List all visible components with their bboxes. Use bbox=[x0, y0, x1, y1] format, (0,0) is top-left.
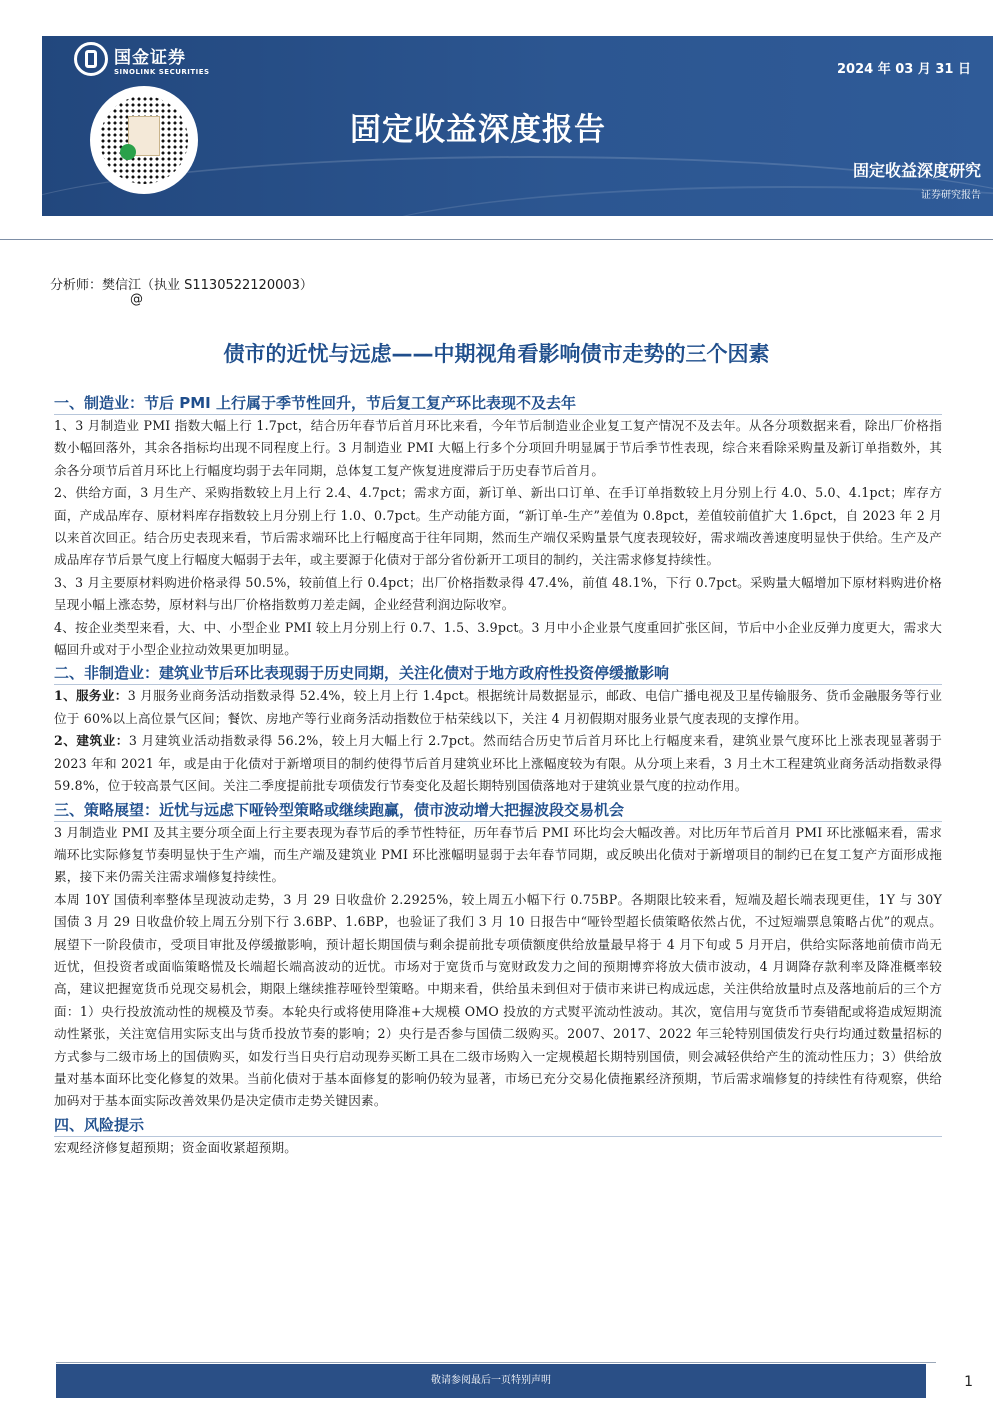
report-category-title: 固定收益深度报告 bbox=[350, 112, 606, 148]
report-series: 固定收益深度研究 bbox=[852, 161, 981, 180]
logo-name-cn: 国金证券 bbox=[114, 47, 186, 68]
page-number: 1 bbox=[964, 1374, 973, 1390]
section-heading: 一、制造业：节后 PMI 上行属于季节性回升，节后复工复产环比表现不及去年 bbox=[54, 391, 942, 415]
header-divider bbox=[0, 239, 993, 240]
paragraph: 宏观经济修复超预期；资金面收紧超预期。 bbox=[54, 1139, 298, 1155]
paragraph: 2、供给方面，3 月生产、采购指数较上月上行 2.4、4.7pct；需求方面，新订单、新出口订单、在手订单指数较上月分别上行 4.0、5.0、4.1pct；库存方面，产成品库存、原材料库存指数较上月分别上行 1.0、0.7pct。生产动能方面，“新订单-生产”差值为 0.8pct，差值较前值扩大 1.6pct，自 2023 年 2 月以来首次回正。结合历史表现来看，节后需求端环比上行幅度高于往年同期，然而生产端仅采购量景气度表现较好，需求端改善速度明显快于供给。生产及产成品库存节后景气度上行幅度大幅弱于去年，或主要源于化债对于部分省份新开工项目的制约，关注需求修复持续性。 bbox=[54, 485, 942, 568]
footer-notice: 敬请参阅最后一页特别声明 bbox=[56, 1364, 926, 1398]
logo-mark-icon bbox=[74, 42, 108, 76]
paragraph-lead: 2、建筑业： bbox=[54, 733, 129, 749]
footer-divider bbox=[56, 1362, 936, 1363]
paragraph: 3 月制造业 PMI 及其主要分项全面上行主要表现为春节后的季节性特征，历年春节后 PMI 环比均会大幅改善。对比历年节后首月 PMI 环比涨幅来看，需求端环比实际修复节奏明显快于生产端，而生产端及建筑业 PMI 环比涨幅明显弱于去年春节同期，或反映出化债对于新增项目的制约已在复工复产方面形成拖累，接下来仍需关注需求端修复持续性。 bbox=[54, 824, 942, 885]
paragraph: 3、3 月主要原材料购进价格录得 50.5%，较前值上行 0.4pct；出厂价格指数录得 47.4%，前值 48.1%，下行 0.7pct。采购量大幅增加下原材料购进价格呈现小幅上涨态势，原材料与出厂价格指数剪刀差走阔，企业经营利润边际收窄。 bbox=[54, 574, 942, 613]
report-body bbox=[54, 391, 942, 1159]
paragraph: 1、3 月制造业 PMI 指数大幅上行 1.7pct，结合历年春节后首月环比来看，今年节后制造业企业复工复产情况不及去年。从各分项数据来看，除出厂价格指数小幅回落外，其余各指标均出现不同程度上行。3 月制造业 PMI 大幅上行多个分项回升明显属于节后季节性表现，综合来看除采购量及新订单指数外，其余各分项节后首月环比上行幅度均弱于去年同期，总体复工复产恢复进度滞后于历史春节后首月。 bbox=[54, 418, 942, 478]
paragraph-text: 3 月服务业商务活动指数录得 52.4%，较上月上行 1.4pct。根据统计局数据显示，邮政、电信广播电视及卫星传输服务、货币金融服务等行业位于 60%以上高位景气区间；餐饮、房地产等行业商务活动指数位于枯荣线以下，关注 4 月初假期对服务业景气度表现的支撑作用。 bbox=[54, 688, 942, 726]
section-heading: 三、策略展望：近忧与远虑下哑铃型策略或继续跑赢，债市波动增大把握波段交易机会 bbox=[54, 798, 942, 822]
paragraph bbox=[54, 730, 942, 797]
logo-name-en: SINOLINK SECURITIES bbox=[114, 67, 210, 76]
analyst-email: @ bbox=[130, 292, 143, 307]
paragraph: 4、按企业类型来看，大、中、小型企业 PMI 较上月分别上行 0.7、1.5、3.9pct。3 月中小企业景气度重回扩张区间，节后中小企业反弹力度更大，需求大幅回升或对于小型企业拉动效果更加明显。 bbox=[54, 619, 942, 658]
paragraph-lead: 1、服务业： bbox=[54, 688, 128, 704]
document-title: 债市的近忧与远虑——中期视角看影响债市走势的三个因素 bbox=[223, 342, 770, 366]
section-heading: 四、风险提示 bbox=[54, 1113, 942, 1137]
paragraph-text: 3 月建筑业活动指数录得 56.2%，较上月大幅上行 2.7pct。然而结合历史节后首月环比上行幅度来看，建筑业景气度环比上涨表现显著弱于 2023 年和 2021 年，或是由于化债对于新增项目的制约使得节后首月建筑业环比上涨幅度较为有限。从分项上来看，3 月土木工程建筑业商务活动指数录得 59.8%，位于较高景气区间。关注二季度提前批专项债发行节奏变化及超长期特别国债落地对于建筑业景气度的拉动作用。 bbox=[54, 733, 942, 794]
section-heading: 二、非制造业：建筑业节后环比表现弱于历史同期，关注化债对于地方政府性投资停缓撤影响 bbox=[54, 661, 942, 685]
report-type: 证券研究报告 bbox=[921, 190, 981, 201]
analyst-info: 分析师：樊信江（执业 S1130522120003） bbox=[50, 278, 313, 293]
report-header bbox=[42, 36, 993, 216]
paragraph: 本周 10Y 国债利率整体呈现波动走势，3 月 29 日收盘价 2.2925%，较上周五小幅下行 0.75BP。各期限比较来看，短端及超长端表现更佳，1Y 与 30Y 国债 3 月 29 日收盘价较上周五分别下行 3.6BP、1.6BP，也验证了我们 3 月 10 日报告中“哑铃型超长债策略依然占优，不过短端票息策略占优”的观点。展望下一阶段债市，受项目审批及停缓撤影响，预计超长期国债与剩余提前批专项债额度供给放量最早将于 4 月下旬或 5 月开启，供给实际落地前债市尚无近忧，但投资者或面临策略慌及长端超长端高波动的近忧。市场对于宽货币与宽财政发力之间的预期博弈将放大债市波动，4 月调降存款利率及降准概率较高，建议把握宽货币兑现交易机会，期限上继续推荐哑铃型策略。中期来看，供给虽未到但对于债市来讲已构成远虑，关注供给放量时点及落地前后的三个方面：1）央行投放流动性的规模及节奏。本轮央行或将使用降准+大规模 OMO 投放的方式熨平流动性波动。其次，宽信用与宽货币节奏错配或将造成短期流动性紧张，关注宽信用实际支出与货币投放节奏的影响；2）央行是否参与国债二级购买。2007、2017、2022 年三轮特别国债发行央行均通过数量招标的方式参与二级市场上的国债购买，如发行当日央行启动现券买断工具在二级市场购入一定规模超长期特别国债，则会减轻供给产生的流动性压力；3）供给放量对基本面环比变化修复的效果。当前化债对于基本面修复的影响仍较为显著，市场已充分交易化债拖累经济预期，节后需求端修复的持续性有待观察，供给加码对于基本面实际改善效果仍是决定债市走势关键因素。 bbox=[54, 891, 942, 1109]
paragraph bbox=[54, 685, 942, 730]
company-logo bbox=[74, 42, 210, 76]
qr-code-icon bbox=[90, 86, 198, 194]
report-date: 2024 年 03 月 31 日 bbox=[837, 62, 971, 77]
